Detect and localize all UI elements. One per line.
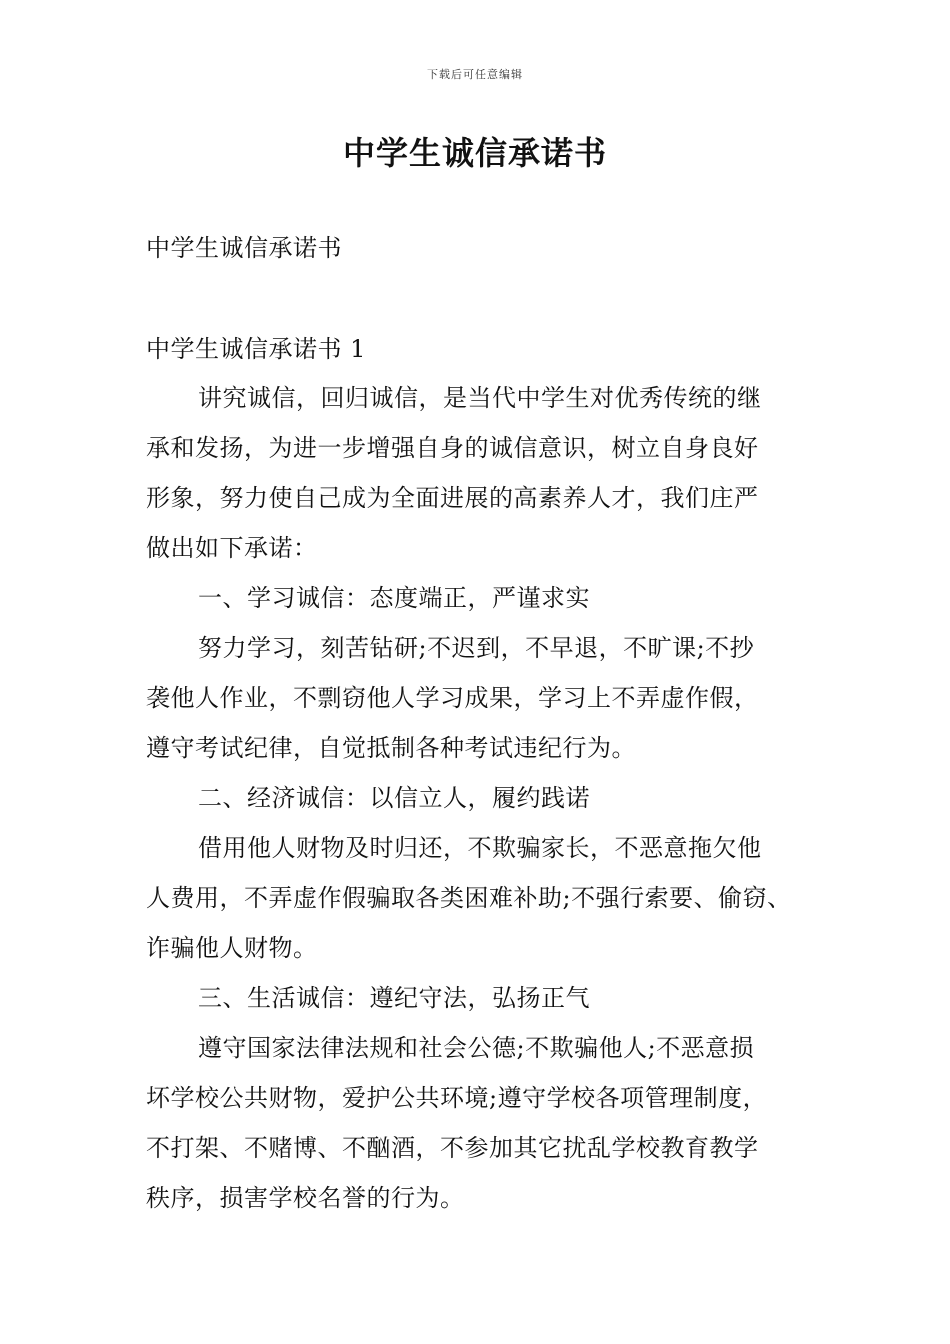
document-subtitle: 中学生诚信承诺书 (146, 234, 342, 262)
paragraph-line: 人费用，不弄虚作假骗取各类困难补助;不强行索要、偷窃、 (146, 884, 792, 912)
section-heading: 中学生诚信承诺书 1 (146, 335, 366, 363)
paragraph-line: 努力学习，刻苦钻研;不迟到，不早退，不旷课;不抄 (198, 634, 755, 662)
paragraph-line: 不打架、不赌博、不酗酒，不参加其它扰乱学校教育教学 (146, 1134, 759, 1162)
paragraph-line: 坏学校公共财物，爱护公共环境;遵守学校各项管理制度， (146, 1084, 768, 1112)
paragraph-line: 遵守考试纪律，自觉抵制各种考试违纪行为。 (146, 734, 636, 762)
paragraph-line: 讲究诚信，回归诚信，是当代中学生对优秀传统的继 (198, 384, 762, 412)
paragraph-line: 遵守国家法律法规和社会公德;不欺骗他人;不恶意损 (198, 1034, 755, 1062)
paragraph-line: 袭他人作业，不剽窃他人学习成果，学习上不弄虚作假， (146, 684, 759, 712)
paragraph-line: 诈骗他人财物。 (146, 934, 318, 962)
document-title: 中学生诚信承诺书 (342, 134, 607, 172)
paragraph-line: 承和发扬，为进一步增强自身的诚信意识，树立自身良好 (146, 434, 759, 462)
paragraph-line: 做出如下承诺： (146, 534, 318, 562)
paragraph-line: 借用他人财物及时归还，不欺骗家长，不恶意拖欠他 (198, 834, 762, 862)
commitment-heading: 一、学习诚信：态度端正，严谨求实 (198, 584, 590, 612)
commitment-heading: 三、生活诚信：遵纪守法，弘扬正气 (198, 984, 590, 1012)
paragraph-line: 形象，努力使自己成为全面进展的高素养人才，我们庄严 (146, 484, 759, 512)
commitment-heading: 二、经济诚信：以信立人，履约践诺 (198, 784, 590, 812)
paragraph-line: 秩序，损害学校名誉的行为。 (146, 1184, 465, 1212)
header-note: 下载后可任意编辑 (427, 68, 523, 81)
